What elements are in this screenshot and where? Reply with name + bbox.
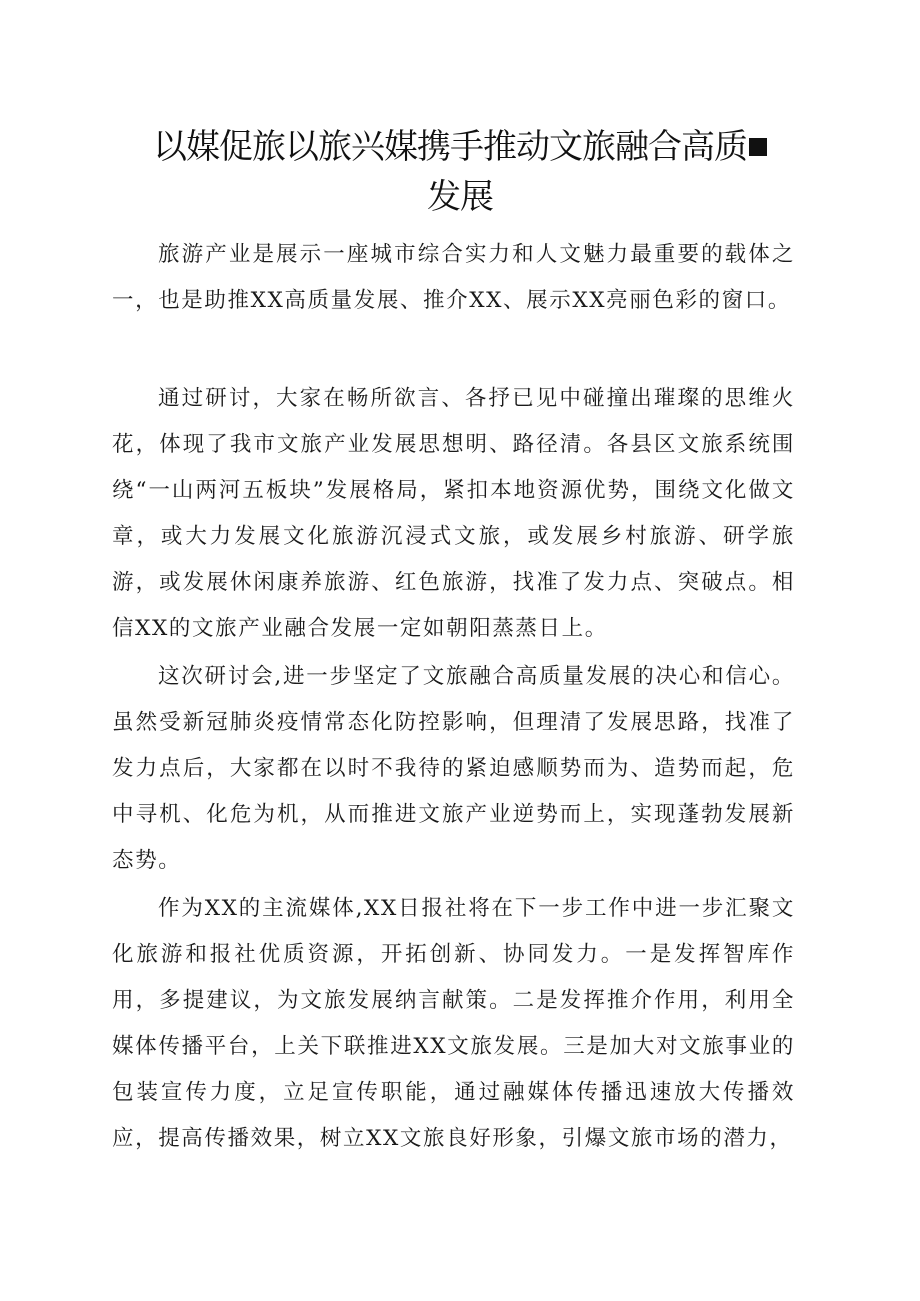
- paragraph-4: 作为XX的主流媒体,XX日报社将在下一步工作中进一步汇聚文化旅游和报社优质资源，开拓创新、协同发力。一是发挥智库作用，多提建议，为文旅发展纳言献策。二是发挥推介作用，利用全媒体传播平台，上关下联推进XX文旅发展。三是加大对文旅事业的包装宣传力度，立足宣传职能，通过融媒体传播迅速放大传播效应，提高传播效果，树立XX文旅良好形象，引爆文旅市场的潜力，: [112, 896, 795, 1151]
- document-title-line-2: 发展: [427, 177, 493, 217]
- document-title-line-1: [110, 122, 810, 172]
- paragraph-1: 旅游产业是展示一座城市综合实力和人文魅力最重要的载体之一，也是助推XX高质量发展、推介XX、展示XX亮丽色彩的窗口。: [112, 242, 795, 313]
- paragraph-2: 通过研讨，大家在畅所欲言、各抒已见中碰撞出璀璨的思维火花，体现了我市文旅产业发展思想明、路径清。各县区文旅系统围绕“一山两河五板块”发展格局，紧扣本地资源优势，围绕文化做文章，或大力发展文化旅游沉浸式文旅，或发展乡村旅游、研学旅游，或发展休闲康养旅游、红色旅游，找准了发力点、突破点。相信XX的文旅产业融合发展一定如朝阳蒸蒸日上。: [112, 386, 795, 641]
- title-square-mark: [749, 138, 767, 156]
- title-text-line-1: 以媒促旅以旅兴媒携手推动文旅融合高质: [153, 127, 747, 167]
- paragraph-3: 这次研讨会,进一步坚定了文旅融合高质量发展的决心和信心。虽然受新冠肺炎疫情常态化防控影响，但理清了发展思路，找准了发力点后，大家都在以时不我待的紧迫感顺势而为、造势而起，危中寻机、化危为机，从而推进文旅产业逆势而上，实现蓬勃发展新态势。: [112, 664, 795, 873]
